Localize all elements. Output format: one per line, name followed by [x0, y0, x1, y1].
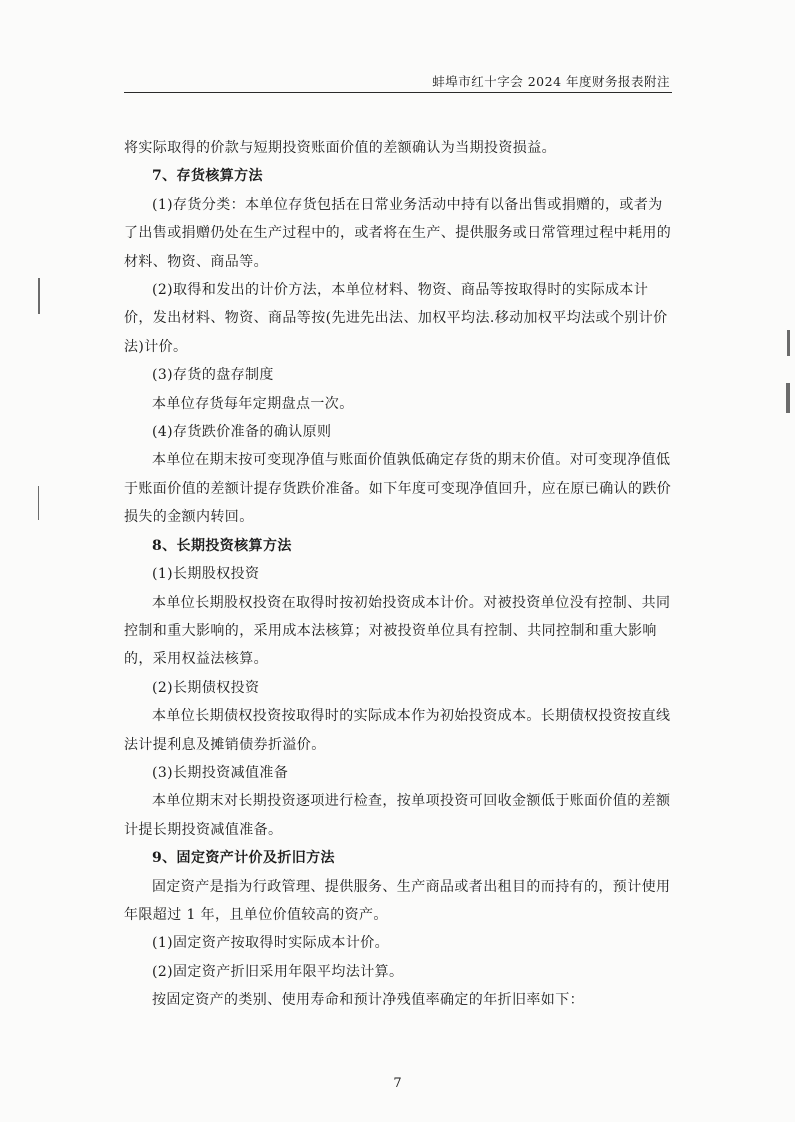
scan-mark: [787, 330, 790, 356]
document-body: [124, 134, 672, 1015]
scan-mark: [786, 383, 790, 413]
body-paragraph: 按固定资产的类别、使用寿命和预计净残值率确定的年折旧率如下：: [152, 992, 584, 1009]
body-paragraph: 本单位在期末按可变现净值与账面价值孰低确定存货的期末价值。对可变现净值低于账面价值的差额计提存货跌价准备。如下年度可变现净值回升，应在原已确认的跌价损失的金额内转回。: [124, 452, 672, 526]
header-rule: [124, 92, 672, 93]
body-paragraph: 本单位长期股权投资在取得时按初始投资成本计价。对被投资单位没有控制、共同控制和重大影响的，采用成本法核算；对被投资单位具有控制、共同控制和重大影响的，采用权益法核算。: [124, 594, 671, 668]
body-paragraph: (2)长期债权投资: [152, 679, 260, 696]
section-heading: 9、固定资产计价及折旧方法: [152, 850, 335, 867]
body-paragraph: 将实际取得的价款与短期投资账面价值的差额确认为当期投资损益。: [124, 140, 556, 156]
body-paragraph: 本单位期末对长期投资逐项进行检查，按单项投资可回收金额低于账面价值的差额计提长期投资减值准备。: [124, 793, 671, 838]
body-paragraph: (3)长期投资减值准备: [152, 764, 289, 781]
page-number: 7: [393, 1076, 402, 1091]
body-paragraph: 固定资产是指为行政管理、提供服务、生产商品或者出租目的而持有的，预计使用年限超过 1 年，且单位价值较高的资产。: [124, 878, 671, 923]
page-header: 蚌埠市红十字会 2024 年度财务报表附注: [432, 74, 670, 89]
scan-mark: [38, 486, 39, 520]
section-heading: 7、存货核算方法: [152, 168, 263, 185]
body-paragraph: (1)存货分类：本单位存货包括在日常业务活动中持有以备出售或捐赠的，或者为了出售或捐赠仍处在生产过程中的，或者将在生产、提供服务或日常管理过程中耗用的材料、物资、商品等。: [124, 196, 672, 270]
body-paragraph: (3)存货的盘存制度: [152, 367, 274, 384]
body-paragraph: (1)长期股权投资: [152, 566, 260, 583]
body-paragraph: 本单位长期债权投资按取得时的实际成本作为初始投资成本。长期债权投资按直线法计提利息及摊销债券折溢价。: [124, 708, 671, 753]
body-paragraph: (1)固定资产按取得时实际成本计价。: [152, 935, 390, 952]
section-heading: 8、长期投资核算方法: [152, 537, 292, 554]
body-paragraph: (4)存货跌价准备的确认原则: [152, 424, 332, 441]
body-paragraph: 本单位存货每年定期盘点一次。: [152, 395, 354, 412]
body-paragraph: (2)取得和发出的计价方法，本单位材料、物资、商品等按取得时的实际成本计价，发出材料、物资、商品等按(先进先出法、加权平均法.移动加权平均法或个别计价法)计价。: [124, 282, 668, 355]
scan-mark: [38, 278, 40, 314]
body-paragraph: (2)固定资产折旧采用年限平均法计算。: [152, 963, 404, 980]
